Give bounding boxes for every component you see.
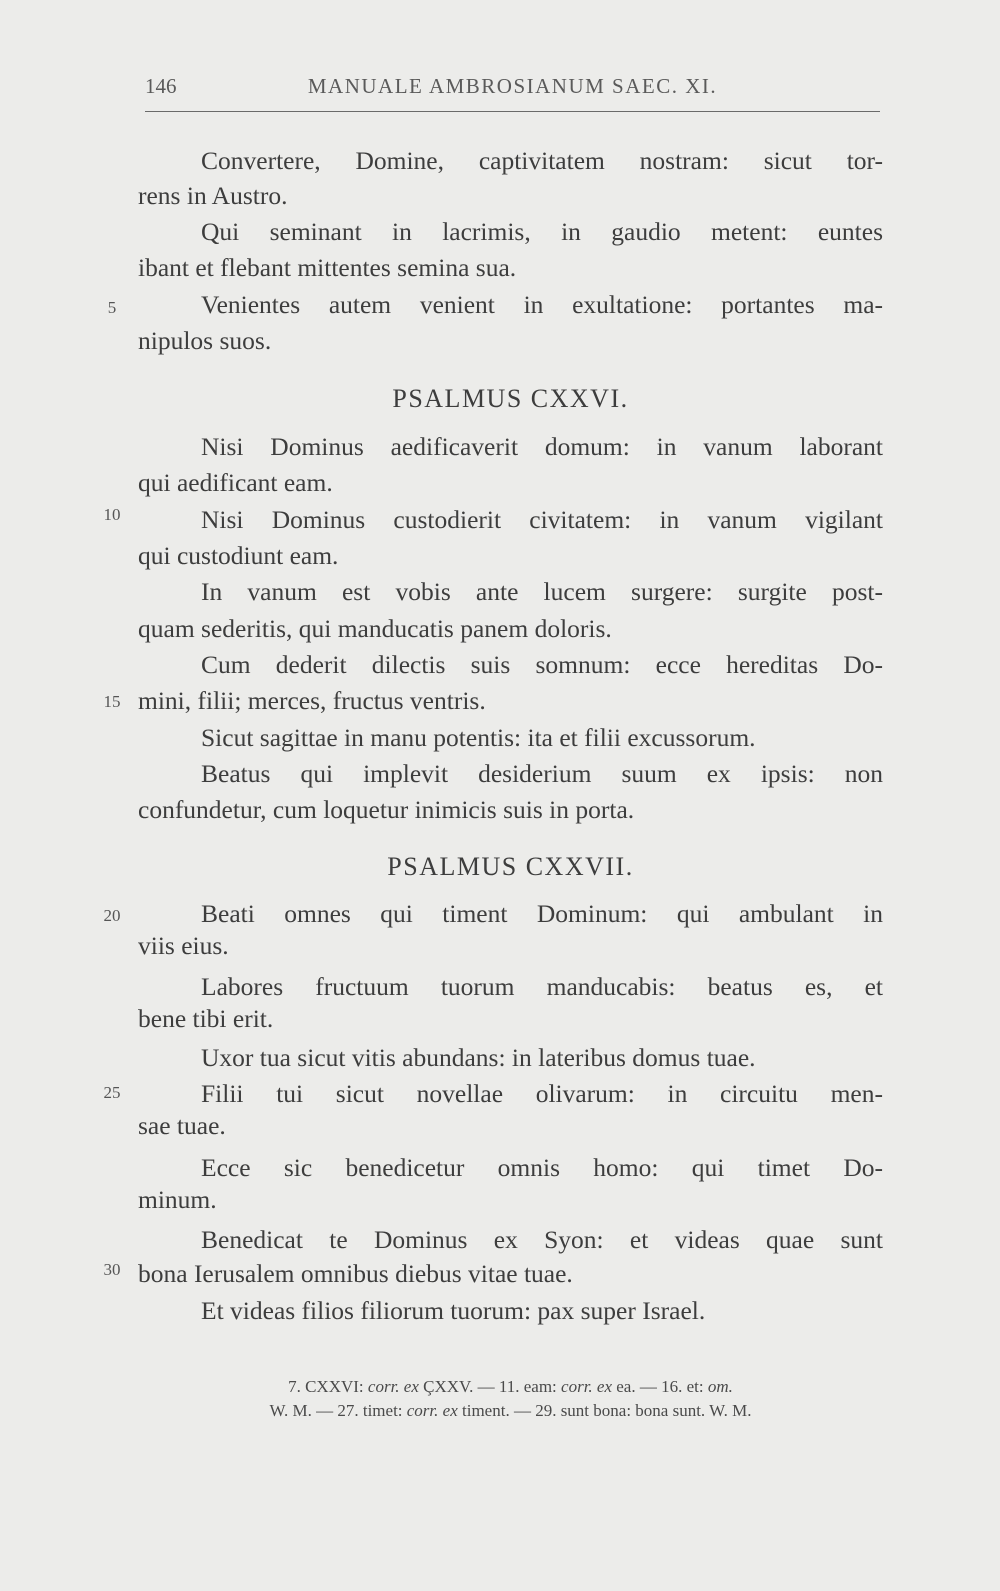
text-line: qui aedificant eam. [138, 468, 333, 497]
text-line: Venientes autem venient in exultatione: portantes ma- [201, 290, 883, 319]
text-line: quam sederitis, qui manducatis panem doloris. [138, 614, 612, 643]
line-number: 5 [107, 298, 117, 317]
text-line: Sicut sagittae in manu potentis: ita et filii excussorum. [201, 723, 756, 752]
text-line: viis eius. [138, 931, 229, 960]
text-line: sae tuae. [138, 1111, 226, 1140]
psalm-heading: PSALMUS CXXVII. [387, 852, 634, 881]
text-line: bene tibi erit. [138, 1004, 274, 1033]
text-line: Beatus qui implevit desiderium suum ex ipsis: non [201, 759, 883, 788]
text-line: Qui seminant in lacrimis, in gaudio metent: euntes [201, 217, 883, 246]
line-number: 10 [103, 505, 121, 524]
text-line: nipulos suos. [138, 326, 272, 355]
text-line: Nisi Dominus custodierit civitatem: in vanum vigilant [201, 505, 883, 534]
text-line: Beati omnes qui timent Dominum: qui ambulant in [201, 899, 883, 928]
text-line: Et videas filios filiorum tuorum: pax super Israel. [201, 1296, 706, 1325]
text-line: Ecce sic benedicetur omnis homo: qui timet Do- [201, 1153, 883, 1182]
line-number: 15 [103, 692, 121, 711]
text-line: ibant et flebant mittentes semina sua. [138, 253, 517, 282]
text-line: bona Ierusalem omnibus diebus vitae tuae. [138, 1259, 573, 1288]
running-header [145, 74, 880, 104]
text-line: Cum dederit dilectis suis somnum: ecce hereditas Do- [201, 650, 883, 679]
footnote-line: W. M. — 27. timet: corr. ex timent. — 29. sunt bona: bona sunt. W. M. [269, 1401, 752, 1420]
text-line: confundetur, cum loquetur inimicis suis in porta. [138, 795, 635, 824]
text-line: Benedicat te Dominus ex Syon: et videas quae sunt [201, 1225, 883, 1254]
footnote-line: 7. CXXVI: corr. ex ÇXXV. — 11. eam: corr. ex ea. — 16. et: om. [288, 1377, 733, 1396]
text-line: rens in Austro. [138, 181, 288, 210]
text-line: Convertere, Domine, captivitatem nostram: sicut tor- [201, 146, 883, 175]
line-number: 20 [103, 906, 121, 925]
text-line: Nisi Dominus aedificaverit domum: in vanum laborant [201, 432, 883, 461]
running-title: MANUALE AMBROSIANUM SAEC. XI. [307, 74, 718, 98]
line-number: 25 [103, 1083, 121, 1102]
header-rule [145, 111, 880, 112]
text-line: Uxor tua sicut vitis abundans: in lateribus domus tuae. [201, 1043, 756, 1072]
text-line: In vanum est vobis ante lucem surgere: surgite post- [201, 577, 883, 606]
text-line: mini, filii; merces, fructus ventris. [138, 686, 486, 715]
text-line: Filii tui sicut novellae olivarum: in circuitu men- [201, 1079, 883, 1108]
text-line: Labores fructuum tuorum manducabis: beatus es, et [201, 972, 883, 1001]
page-number: 146 [145, 74, 177, 98]
text-line: qui custodiunt eam. [138, 541, 339, 570]
line-number: 30 [103, 1260, 121, 1279]
text-line: minum. [138, 1185, 217, 1214]
psalm-heading: PSALMUS CXXVI. [392, 384, 629, 413]
